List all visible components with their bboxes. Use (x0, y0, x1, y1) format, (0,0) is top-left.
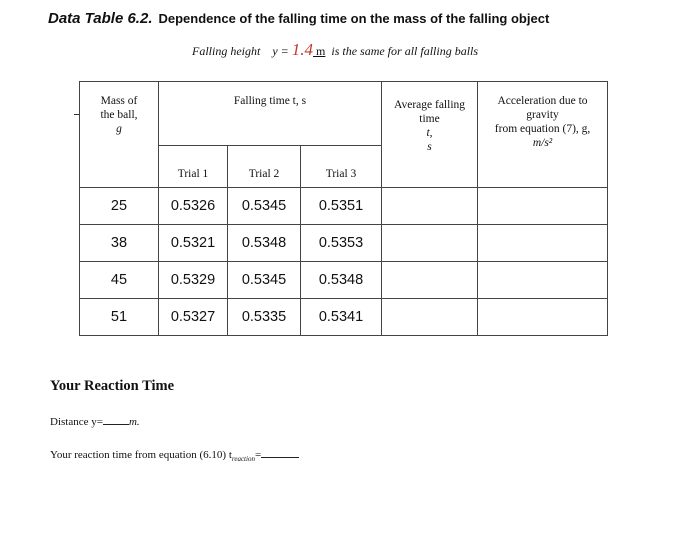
header-average-line1: Average falling (394, 99, 466, 111)
reaction-time-line (50, 448, 299, 463)
mass-cell: 25 (80, 188, 159, 225)
reaction-equals: = (254, 449, 262, 461)
trial-2-cell: 0.5345 (228, 188, 301, 225)
header-accel-line1: Acceleration due to (497, 95, 588, 107)
trial-3-cell: 0.5348 (301, 262, 382, 299)
header-mass (80, 82, 159, 188)
trial-1-cell: 0.5326 (159, 188, 228, 225)
falling-height-line (192, 40, 478, 60)
falling-height-note: is the same for all falling balls (331, 44, 479, 58)
distance-unit: m. (128, 416, 140, 428)
trial-1-cell: 0.5327 (159, 299, 228, 336)
header-trial-2: Trial 2 (228, 146, 301, 188)
header-average-line2: time (419, 113, 440, 125)
table-title-text: Dependence of the falling time on the mass of the falling object (158, 11, 550, 26)
mass-cell: 38 (80, 225, 159, 262)
average-cell[interactable] (382, 188, 478, 225)
header-mass-line1: Mass of (100, 95, 138, 107)
trial-2-cell: 0.5345 (228, 262, 301, 299)
table-row (80, 299, 700, 336)
reaction-time-label: Your reaction time from equation (6.10) t (50, 449, 232, 461)
falling-height-unit: m (313, 44, 326, 58)
trial-3-cell: 0.5341 (301, 299, 382, 336)
trial-3-cell: 0.5353 (301, 225, 382, 262)
table-number: Data Table 6.2. (48, 10, 153, 27)
header-trial-1: Trial 1 (159, 146, 228, 188)
trial-2-cell: 0.5348 (228, 225, 301, 262)
header-accel-line3: from equation (7), g, (494, 123, 591, 135)
table-right-spacer (608, 82, 700, 336)
trial-2-cell: 0.5335 (228, 299, 301, 336)
distance-line (50, 415, 140, 428)
average-cell[interactable] (382, 225, 478, 262)
trial-1-cell: 0.5329 (159, 262, 228, 299)
height-variable: y = (272, 44, 289, 58)
header-average (382, 82, 478, 188)
table-row (80, 262, 700, 299)
falling-height-value: 1.4 (291, 40, 314, 59)
acceleration-cell[interactable] (478, 262, 608, 299)
reaction-subscript: reaction (231, 455, 255, 464)
mass-cell: 51 (80, 299, 159, 336)
table-row (80, 188, 700, 225)
header-falling-time: Falling time t, s (159, 82, 382, 146)
distance-blank[interactable] (103, 415, 129, 425)
acceleration-cell[interactable] (478, 299, 608, 336)
average-cell[interactable] (382, 299, 478, 336)
header-mass-line2: the ball, (100, 109, 138, 121)
acceleration-cell[interactable] (478, 188, 608, 225)
reaction-time-heading: Your Reaction Time (50, 378, 175, 394)
average-cell[interactable] (382, 262, 478, 299)
header-acceleration (478, 82, 608, 188)
trial-1-cell: 0.5321 (159, 225, 228, 262)
header-accel-unit: m/s² (532, 137, 553, 149)
table-row (80, 225, 700, 262)
falling-height-label: Falling height (192, 44, 261, 58)
acceleration-cell[interactable] (478, 225, 608, 262)
header-average-unit: s (427, 141, 432, 153)
reaction-time-blank[interactable] (261, 448, 299, 458)
falling-time-table (79, 81, 700, 336)
table-title (48, 10, 549, 27)
header-accel-line2: gravity (526, 109, 559, 121)
header-mass-unit: g (116, 123, 122, 135)
distance-label: Distance y= (50, 416, 103, 428)
mass-cell: 45 (80, 262, 159, 299)
trial-3-cell: 0.5351 (301, 188, 382, 225)
header-trial-3: Trial 3 (301, 146, 382, 188)
header-average-line3: t, (426, 127, 433, 139)
